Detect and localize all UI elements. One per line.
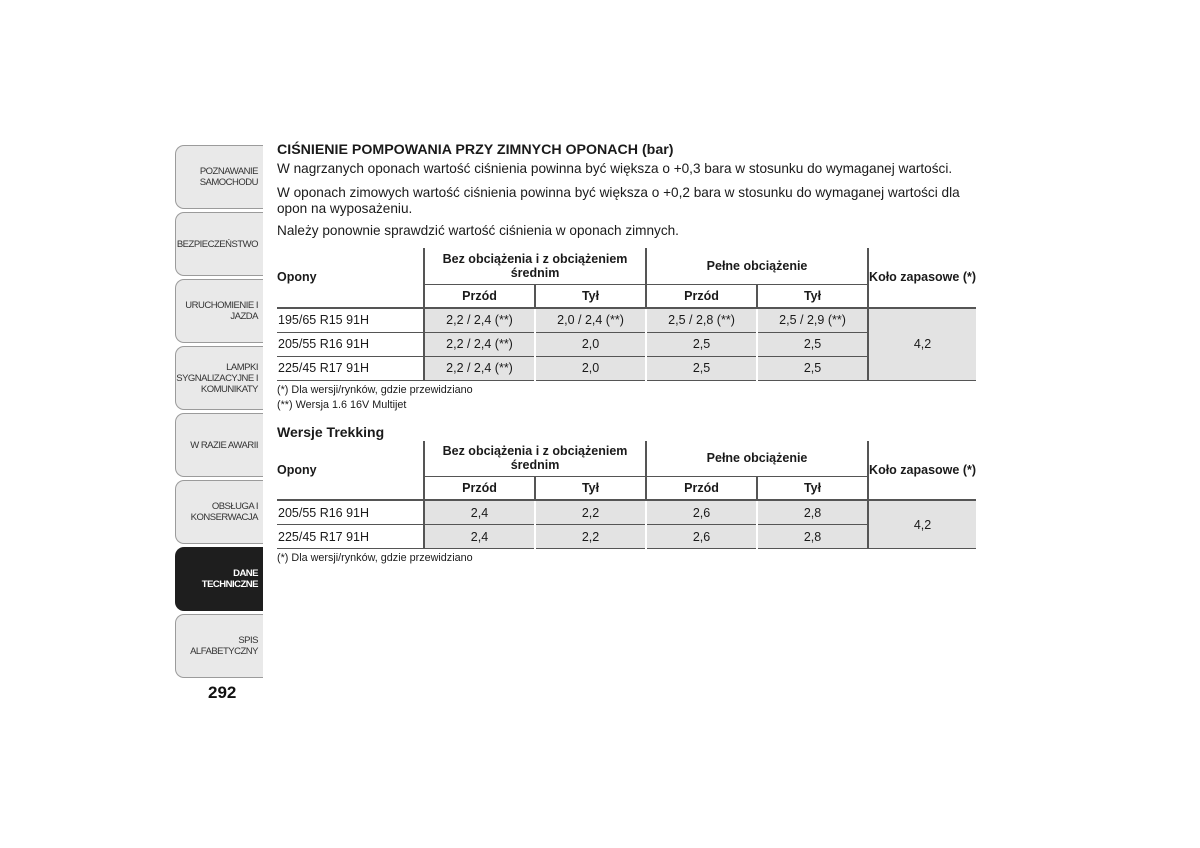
value-cell: 2,2 xyxy=(535,500,646,525)
paragraph-warm-tyres: W nagrzanych oponach wartość ciśnienia powinna być większa o +0,3 bara w stosunku do wymaganej wartości. xyxy=(277,161,953,176)
value-cell: 2,5 xyxy=(646,356,757,380)
header-opony: Opony xyxy=(277,441,424,501)
value-cell: 2,4 xyxy=(424,500,535,525)
header-rear: Tył xyxy=(757,284,868,308)
header-front: Przód xyxy=(646,284,757,308)
tyre-size: 225/45 R17 91H xyxy=(277,525,424,549)
value-cell: 2,8 xyxy=(757,500,868,525)
paragraph-winter-tyres: W oponach zimowych wartość ciśnienia powinna być większa o +0,2 bara w stosunku do wymaganej wartości dla opon na wyposażeniu. xyxy=(277,185,960,216)
header-front: Przód xyxy=(424,477,535,501)
header-opony: Opony xyxy=(277,248,424,308)
main-content xyxy=(277,140,977,566)
tab-w-razie-awarii[interactable]: W RAZIE AWARII xyxy=(175,413,263,477)
tab-bezpieczenstwo[interactable]: BEZPIECZEŃSTWO xyxy=(175,212,263,276)
pressure-table xyxy=(277,248,976,381)
value-cell: 2,0 xyxy=(535,332,646,356)
footnote: (*) Dla wersji/rynków, gdzie przewidziano xyxy=(277,383,473,396)
tab-spis-alfabetyczny[interactable]: SPIS ALFABETYCZNY xyxy=(175,614,263,678)
header-spare-wheel: Koło zapasowe (*) xyxy=(868,441,976,501)
value-cell: 2,6 xyxy=(646,500,757,525)
value-cell: 2,5 xyxy=(646,332,757,356)
value-cell: 2,4 xyxy=(424,525,535,549)
header-no-load: Bez obciążenia i z obciążeniem średnim xyxy=(424,441,646,477)
value-cell: 2,2 / 2,4 (**) xyxy=(424,308,535,333)
tab-poznawanie-samochodu[interactable]: POZNAWANIE SAMOCHODU xyxy=(175,145,263,209)
tyre-size: 195/65 R15 91H xyxy=(277,308,424,333)
tab-dane-techniczne[interactable]: DANE TECHNICZNE xyxy=(175,547,263,611)
header-rear: Tył xyxy=(535,284,646,308)
value-cell: 2,2 xyxy=(535,525,646,549)
tab-lampki-sygnalizacyjne[interactable]: LAMPKI SYGNALIZACYJNE I KOMUNIKATY xyxy=(175,346,263,410)
value-cell: 2,8 xyxy=(757,525,868,549)
table-row xyxy=(277,308,976,333)
header-full-load: Pełne obciążenie xyxy=(646,441,868,477)
value-cell: 2,6 xyxy=(646,525,757,549)
paragraph-recheck: Należy ponownie sprawdzić wartość ciśnienia w oponach zimnych. xyxy=(277,223,679,238)
spare-value: 4,2 xyxy=(868,308,976,381)
value-cell: 2,5 / 2,9 (**) xyxy=(757,308,868,333)
header-rear: Tył xyxy=(757,477,868,501)
value-cell: 2,5 / 2,8 (**) xyxy=(646,308,757,333)
header-rear: Tył xyxy=(535,477,646,501)
header-spare-wheel: Koło zapasowe (*) xyxy=(868,248,976,308)
trekking-heading: Wersje Trekking xyxy=(277,423,385,440)
table-row xyxy=(277,500,976,525)
value-cell: 2,0 xyxy=(535,356,646,380)
tyre-size: 205/55 R16 91H xyxy=(277,500,424,525)
page-number: 292 xyxy=(208,683,237,702)
header-full-load: Pełne obciążenie xyxy=(646,248,868,284)
footnote: (*) Dla wersji/rynków, gdzie przewidziano xyxy=(277,552,473,564)
trekking-pressure-table xyxy=(277,441,976,550)
header-no-load: Bez obciążenia i z obciążeniem średnim xyxy=(424,248,646,284)
tab-obsluga-i-konserwacja[interactable]: OBSŁUGA I KONSERWACJA xyxy=(175,480,263,544)
value-cell: 2,2 / 2,4 (**) xyxy=(424,356,535,380)
tab-uruchomienie-i-jazda[interactable]: URUCHOMIENIE I JAZDA xyxy=(175,279,263,343)
section-heading: CIŚNIENIE POMPOWANIA PRZY ZIMNYCH OPONACH (bar) xyxy=(277,142,674,158)
value-cell: 2,5 xyxy=(757,356,868,380)
spare-value: 4,2 xyxy=(868,500,976,549)
value-cell: 2,5 xyxy=(757,332,868,356)
value-cell: 2,2 / 2,4 (**) xyxy=(424,332,535,356)
header-front: Przód xyxy=(424,284,535,308)
footnote: (**) Wersja 1.6 16V Multijet xyxy=(277,398,407,411)
tyre-size: 225/45 R17 91H xyxy=(277,356,424,380)
header-front: Przód xyxy=(646,477,757,501)
tyre-size: 205/55 R16 91H xyxy=(277,332,424,356)
value-cell: 2,0 / 2,4 (**) xyxy=(535,308,646,333)
